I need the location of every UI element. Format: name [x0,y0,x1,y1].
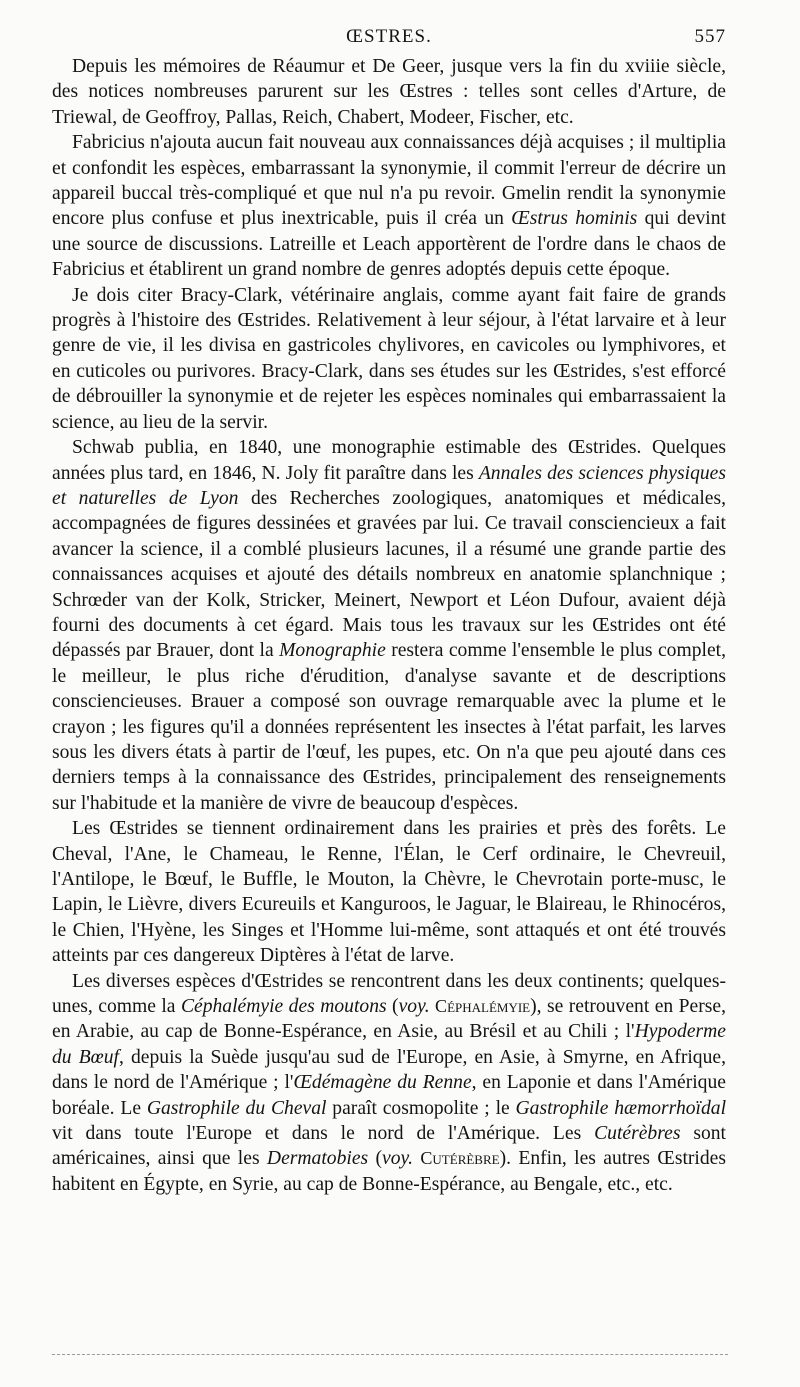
running-title: ŒSTRES. [346,26,432,47]
italic-text: Dermatobies [266,1148,369,1170]
text-run: des Recherches zoologiques, anatomiques et médicales, accompagnées de figures dessinées et gravées par lui. Ce travail consciencieux a fait avancer la science, il a comblé plusieurs lacunes, il a résumé une grande partie des connaissances acquises et ajouté des détails nombreux en anatomie splanchnique ; Schrœder van der Kolk, Stricker, Meinert, Newport et Léon Dufour, avaient déjà fourni des documents à cet égard. Mais tous les travaux sur les Œstrides ont été dépassés par Brauer, dont la [52,487,726,662]
text-run: Les Œstrides se tiennent ordinairement dans les prairies et près des forêts. Le Cheval, l'Ane, le Chameau, le Renne, l'Élan, le Cerf ordinaire, le Chevreuil, l'Antilope, le Bœuf, le Buffle, le Mouton, la Chèvre, le Chevrotain porte-musc, le Lapin, le Lièvre, divers Ecureuils et Kanguroos, le Jaguar, le Blaireau, le Rhinocéros, le Chien, l'Hyène, les Singes et l'Homme lui-même, sont attaqués et ont été trouvés atteints par ces dangereux Diptères à l'état de larve. [52,818,726,967]
text-run: Les diverses espèces d'Œstrides se rencontrent dans les deux continents; quelques-unes, comme la [52,970,726,1018]
italic-text: Gastrophile hæmorrhoïdal [515,1097,727,1119]
italic-text: voy. [382,1148,414,1170]
italic-text: Annales des sciences physiques et naturelles de Lyon [52,462,726,509]
text-run: ). Enfin, les autres Œstrides habitent en Égypte, en Syrie, au cap de Bonne-Espérance, au Bengale, etc., etc. [52,1148,726,1195]
paragraph [52,54,726,130]
text-run: , en Laponie et dans l'Amérique boréale. Le [52,1072,726,1119]
text-run: ( [368,1148,383,1170]
small-caps-text: Cutérèbre [420,1148,500,1169]
italic-text: Monographie [279,640,386,662]
text-run: ( [386,996,399,1018]
italic-text: voy. [398,996,430,1018]
page-number: 557 [694,26,726,47]
italic-text: Œstrus hominis [511,208,638,230]
text-run: vit dans toute l'Europe et dans le nord de l'Amérique. Les [52,1123,595,1145]
paragraph [52,435,726,816]
italic-text: Hypoderme du Bœuf [52,1021,726,1068]
text-run: Depuis les mémoires de Réaumur et De Geer, jusque vers la fin du xviiie siècle, des notices nombreuses parurent sur les Œstres : telles sont celles d'Arture, de Triewal, de Geoffroy, Pallas, Reich, Chabert, Modeer, Fischer, etc. [52,56,726,128]
small-caps-text: Céphalémyie [435,996,531,1017]
text-run: qui devint une source de discussions. Latreille et Leach apportèrent de l'ordre dans le chaos de Fabricius et établirent un grand nombre de genres adoptés depuis cette époque. [52,208,726,281]
italic-text: Gastrophile du Cheval [146,1097,327,1119]
paragraph [52,969,726,1198]
italic-text: Céphalémyie des moutons [180,996,387,1018]
text-run: ), se retrouvent en Perse, en Arabie, au cap de Bonne-Espérance, en Asie, au Brésil et au Chili ; l' [52,996,726,1043]
paragraph [52,130,726,282]
text-run: , depuis la Suède jusqu'au sud de l'Europe, en Asie, à Smyrne, en Afrique, dans le nord de l'Amérique ; l' [52,1046,726,1094]
text-run: restera comme l'ensemble le plus complet, le meilleur, le plus riche d'érudition, d'analyse savante et de descriptions consciencieuses. Brauer a composé son ouvrage remarquable avec la plume et le crayon ; les figures qu'il a données représentent les insectes à l'état parfait, les larves sous les divers états à partir de l'œuf, les pupes, etc. On n'a que peu ajouté dans ces derniers temps à la connaissance des Œstrides, principalement des renseignements sur l'habitude et la manière de vivre de beaucoup d'espèces. [52,640,726,814]
text-run: sont américaines, ainsi que les [52,1123,726,1170]
text-run: Je dois citer Bracy-Clark, vétérinaire anglais, comme ayant fait faire de grands progrès à l'histoire des Œstrides. Relativement à leur séjour, à l'état larvaire et à leur genre de vie, il les divisa en gastricoles chylivores, en cavicoles ou lymphivores, et en cuticoles ou purivores. Bracy-Clark, dans ses études sur les Œstrides, s'est efforcé de débrouiller la synonymie et de rejeter les espèces nominales qui embarrassaient la science, au lieu de la servir. [52,284,726,433]
italic-text: Œdémagène du Renne [293,1072,472,1094]
text-run: Fabricius n'ajouta aucun fait nouveau aux connaissances déjà acquises ; il multiplia et confondit les espèces, embarrassant la synonymie, il commit l'erreur de décrire un appareil buccal très-compliqué et que nul n'a pu revoir. Gmelin rendit la synonymie encore plus confuse et plus inextricable, puis il créa un [52,132,726,230]
text-run: Schwab publia, en 1840, une monographie estimable des Œstrides. Quelques années plus tard, en 1846, N. Joly fit paraître dans les [52,437,726,484]
paragraph [52,816,726,968]
italic-text: Cutérèbres [594,1123,681,1145]
footer-divider [52,1354,728,1355]
paragraph [52,283,726,435]
body-text [52,54,726,1197]
text-run: paraît cosmopolite ; le [326,1097,516,1119]
page-header [52,22,726,52]
